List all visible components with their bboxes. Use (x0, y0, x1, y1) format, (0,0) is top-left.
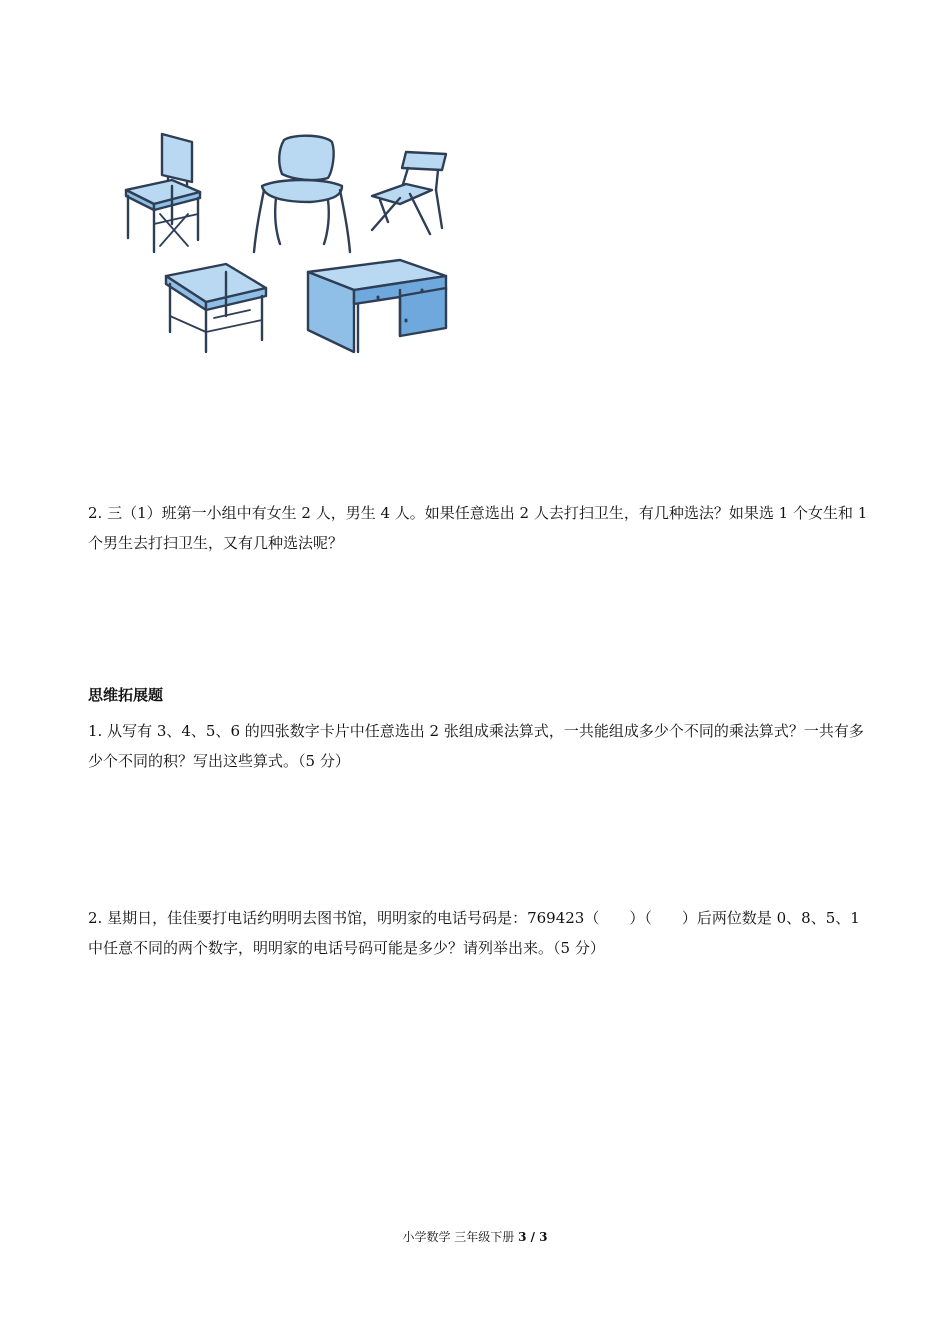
problem-2: 2. 三（1）班第一小组中有女生 2 人，男生 4 人。如果任意选出 2 人去打扫卫生，有几种选法？如果选 1 个女生和 1 个男生去打扫卫生，又有几种选法呢？ (88, 504, 868, 552)
furniture-illustration (110, 120, 470, 360)
extension-problem-1: 1. 从写有 3、4、5、6 的四张数字卡片中任意选出 2 张组成乘法算式，一共能组成多少个不同的乘法算式？一共有多少个不同的积？写出这些算式。（5 分） (88, 722, 864, 770)
section-title-extension: 思维拓展题 (88, 686, 164, 704)
extension-problem-2: 2. 星期日，佳佳要打电话约明明去图书馆，明明家的电话号码是：769423（ ）（ ）后两位数是 0、8、5、1 中任意不同的两个数字，明明家的电话号码可能是多少？请列举出来。（5 分） (88, 909, 860, 957)
footer-subject: 小学数学 三年级下册 (402, 1230, 519, 1244)
folding-chair (372, 152, 446, 234)
page-footer (0, 1228, 950, 1245)
wooden-chair (126, 134, 200, 252)
page-number: 3 / 3 (518, 1230, 548, 1244)
stacking-chair (254, 136, 350, 252)
teacher-desk (308, 260, 446, 352)
square-table (166, 264, 266, 352)
